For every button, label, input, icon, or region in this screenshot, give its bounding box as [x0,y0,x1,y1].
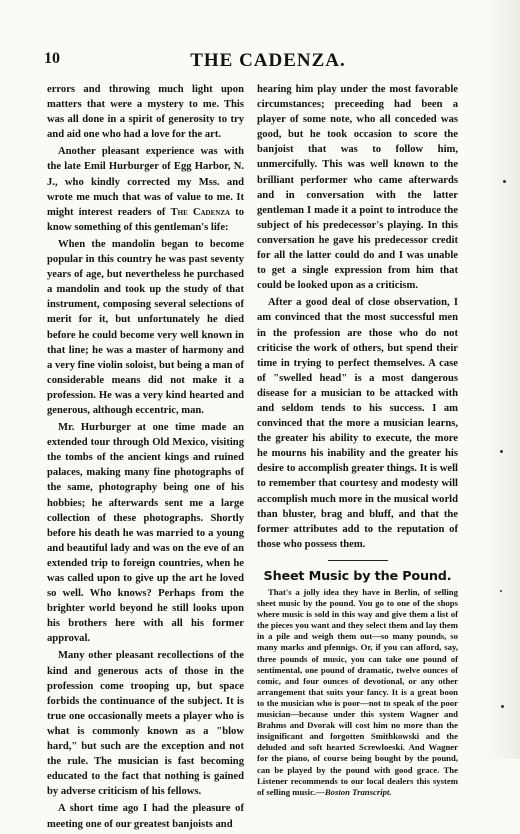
left-column [47,82,244,834]
right-column [257,82,458,798]
paragraph: Mr. Hurburger at one time made an extended tour through Old Mexico, visiting the tombs of the ancient kings and ruined palaces, making many fine photographs of the same, photography being one of his hobbies; he afterwards sent me a large collection of these photographs. Shortly before his death he was married to a young and beautiful lady and was on the eve of an extended trip to foreign countries, when he was called upon to give up the art he loved so well. Who knows? Perhaps from the brighter world beyond he still looks upon his brothers here with all his former approval. [47,422,244,645]
page-number: 10 [44,50,60,67]
section-divider [328,560,388,561]
page-header [44,50,492,74]
article-source: —Boston Transcript. [316,786,392,797]
paragraph: A short time ago I had the pleasure of meeting one of our greatest banjoists and [47,803,244,830]
paragraph: Another pleasant experience was with the late Emil Hurburger of Egg Harbor, N. J., who kindly corrected my Mss. and wrote me much that was of value to me. It might interest readers of The Cadenza to know something of this gentleman's life: [47,146,244,233]
binding-hole-mark [500,450,503,453]
binding-hole-mark [501,705,504,708]
paragraph: Many other pleasant recollections of the kind and generous acts of those in the profession come trooping up, but space forbids the continuance of the subject. It is true one occasionally meets a player who is what is commonly known as a "blow hard," but such are the exception and not the rule. The musician is fast becoming educated to the fact that nothing is gained by adverse criticism of his fellows. [47,650,244,798]
paragraph: After a good deal of close observation, I am convinced that the most successful men in the profession are those who do not criticise the work of others, but spend their time in trying to perfect themselves. A case of "swelled head" is a most dangerous disease for a musician to be attacked with and seldom tends to his success. I am convinced that the more a musician learns, the greater his ability to execute, the more he mourns his inability and the greater his desire to accomplish greater things. It is well to remember that courtesy and modesty will accomplish much more in the musical world than bluster, brag and bluff, and that the former attributes add to the reputation of those who possess them. [257,297,458,550]
paragraph: errors and throwing much light upon matters that were a mystery to me. This was all done in a spirit of generosity to try and aid one who had a love for the art. [47,84,244,141]
article-heading: Sheet Music by the Pound. [263,568,452,584]
publication-title: THE CADENZA. [190,50,346,71]
article-body: That's a jolly idea they have in Berlin, of selling sheet music by the pound. You go to one of the shops where music is sold in this way and give them a list of the pieces you want and they select them and lay them in a pile and weigh them out—so many pounds, so many marks and pfennigs. Or, if you can afford, say, three pounds of music, you can take one pound of sentimental, one pound of dramatic, twelve ounces of comic, and four ounces of devotional, or any other arrangement that suits your fancy. It is a great boon to the musician who is poor—not to speak of the poor musician—because under this system Wagner and Brahms and Dvorak will cost him no more than the insignificant and forgotten Smithkowski and the deluded and soft hearted Screwloeski. And Wagner for the piano, of course being bought by the pound, can be played by the pound with good grace. The Listener recommends to our local dealers this system of selling music.—Boston Transcript. [257,587,458,797]
binding-hole-mark [503,180,506,183]
magazine-name: The Cadenza [170,206,231,218]
binding-hole-mark [500,590,502,592]
paragraph: hearing him play under the most favorable circumstances; preceeding had been a player of some note, who all conceded was good, but he took occasion to score the banjoist that was to follow him, unmercifully. This was well known to the brilliant performer who came afterwards and in conversation with the latter gentleman I made it a point to introduce the subject of his predecessor's playing. In this conversation he gave his predecessor credit for all the latter could do and I was unable to get a single expression from him that could be looked upon as a criticism. [257,84,458,292]
paragraph: When the mandolin began to become popular in this country he was past seventy years of age, but nevertheless he purchased a mandolin and took up the study of that instrument, composing several selections of merit for it, but unfortunately he died before he could become very well known in that line; he was a master of harmony and a very fine violin soloist, but being a man of considerable means did not make it a profession. He was a very kind hearted and generous, although eccentric, man. [47,238,244,416]
page-edge-shadow [486,0,520,759]
